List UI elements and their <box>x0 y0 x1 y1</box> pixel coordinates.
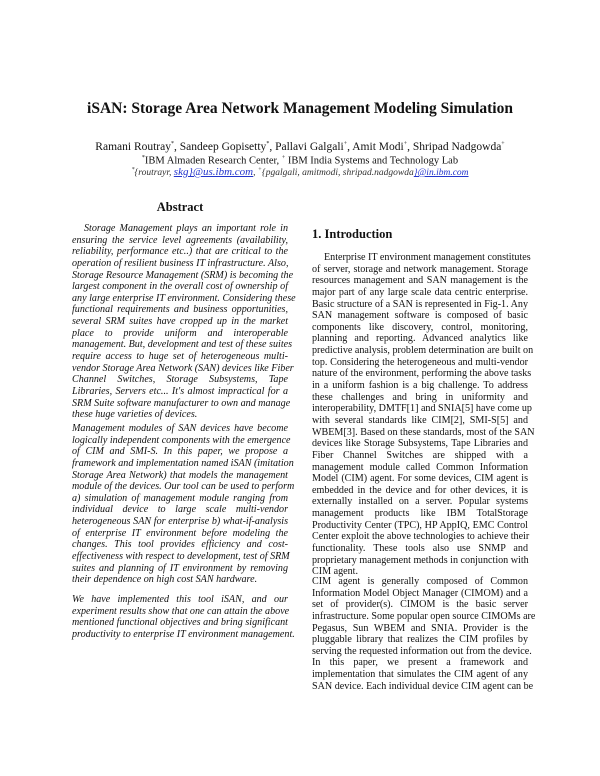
affiliation: IBM India Systems and Technology Lab <box>287 155 459 167</box>
text-line: in a uniform fashion is a big challenge. To address <box>312 380 528 392</box>
author: Amit Modi <box>352 141 404 153</box>
author-emails: *{routrayr, skg}@us.ibm.com, +{pgalgali, amitmodi, shripad.nadgowda}@in.ibm.com <box>131 166 469 178</box>
text-line: Libraries, Servers etc... It's almost impractical for a <box>72 385 288 397</box>
paper-title: iSAN: Storage Area Network Management Modeling Simulation <box>87 100 513 117</box>
text-line: Pegasus, Sun WBEM and SNIA. Provider is the <box>312 622 528 634</box>
text-line: individual device to large scale multi-vendor <box>72 504 288 516</box>
text-line: Enterprise IT environment management constitutes <box>324 252 531 263</box>
text-line: module of the devices. Our tool can be used to perform <box>72 481 295 493</box>
abstract-paragraph <box>72 423 295 586</box>
text-line: of enterprise IT environment before modeling the <box>72 527 288 539</box>
email-link-in[interactable]: }@in.ibm.com <box>413 168 469 178</box>
introduction-paragraph <box>312 576 536 692</box>
text-line: place to provide uniform and interoperable <box>72 327 288 339</box>
text-line: SAN management software is composed of basic <box>312 310 528 322</box>
affiliation: IBM Almaden Research Center, <box>144 155 280 167</box>
email-separator: , <box>253 168 256 178</box>
email-prefix: {pgalgali, amitmodi, shripad.nadgowda <box>261 168 414 178</box>
text-line: Model (CIM) agent. For some devices, CIM agent is <box>312 473 528 485</box>
introduction-paragraph <box>312 252 535 578</box>
text-line: Center exploit the above technologies to achieve their <box>312 531 530 543</box>
text-line: operation of resilient business IT infrastructure. Also, <box>72 257 289 269</box>
text-line: top. Considering the heterogeneous and multi-vendor <box>312 356 528 368</box>
text-line: embedded in the device and for other devices, it is <box>312 484 528 496</box>
text-line: proprietary management methods in conjunction with <box>312 554 529 566</box>
text-line: experiment results show that one can attain the above <box>72 605 290 617</box>
text-line: CIM agent. <box>312 566 358 578</box>
text-line: nature of the environment, performing the above tasks <box>312 368 532 380</box>
text-line: resources management and SAN management is the <box>312 275 528 287</box>
text-line: logically independent components with the emergence <box>72 434 291 446</box>
text-line: functionality. These tools also use SNMP and <box>312 543 528 555</box>
text-line: interoperability, DMTF[1] and SNIA[5] have come up <box>312 403 532 415</box>
text-line: management module called Common Information <box>312 461 528 473</box>
text-line: ensuring the service level agreements (availability, <box>72 234 288 246</box>
email-link-us[interactable]: skg}@us.ibm.com <box>173 166 254 178</box>
author: Sandeep Gopisetty <box>179 141 267 153</box>
text-line: their dependence on high cost SAN hardware. <box>72 574 258 586</box>
text-line: changes. This tool provides efficiency and cost- <box>72 539 288 551</box>
text-line: Channel Switches, Storage Subsystems, Tape <box>72 374 288 386</box>
text-line: Storage Resource Management (SRM) is becoming the <box>72 269 294 281</box>
author: Shripad Nadgowda <box>412 141 502 153</box>
text-line: Storage Management plays an important role in <box>84 223 288 234</box>
text-line: require access to huge set of heterogeneous multi- <box>72 351 288 363</box>
text-line: with several standards like CIM[2], SMI-S[5] and <box>312 414 528 426</box>
text-line: management products like IBM TotalStorage <box>312 508 528 520</box>
text-line: predictive analysis, problem determination are built on <box>312 345 534 357</box>
text-line: a) simulation of management module ranging from <box>72 492 288 504</box>
text-line: Management modules of SAN devices have become <box>72 423 288 434</box>
text-line: these challenges and bring in uniformity and <box>312 391 528 403</box>
email-prefix: {routrayr, <box>134 168 172 178</box>
text-line: WBEM[3]. Based on these standards, most of the SAN <box>312 426 535 438</box>
text-line: SAN device. Each individual device CIM agent can be <box>312 680 534 692</box>
text-line: set of provider(s). CIMOM is the basic server <box>312 599 528 611</box>
author: Pallavi Galgali <box>275 141 344 153</box>
text-line: several SRM suites have cropped up in the market <box>72 316 288 328</box>
text-line: any large enterprise IT environment. Considering these <box>72 292 296 304</box>
text-line: suites and planning of IT environment by removing <box>72 562 288 574</box>
text-line: SRM Suite software manufacturer to own and manage <box>72 397 291 409</box>
text-line: pluggable library that realizes the CIM profiles by <box>312 634 528 646</box>
text-line: serving the requested information out from the device. <box>312 645 532 657</box>
introduction-heading: 1. Introduction <box>312 227 393 241</box>
text-line: externally installed on a server. Popular systems <box>312 496 528 508</box>
author: Ramani Routray <box>95 141 171 153</box>
text-line: implementation that simulates the CIM agent of any <box>312 669 528 681</box>
text-line: productivity to enterprise IT environment management. <box>72 628 295 640</box>
author-list: Ramani Routray*, Sandeep Gopisetty*, Pallavi Galgali+, Amit Modi+, Shripad Nadgowda+ <box>95 141 505 153</box>
abstract-paragraph <box>72 594 295 641</box>
text-line: infrastructure. Some popular open source CIMOMs are <box>312 610 536 622</box>
text-line: In this paper, we present a framework and <box>312 657 528 669</box>
text-line: effectiveness with respect to development, test of SRM <box>72 551 290 563</box>
text-line: framework and implementation named iSAN (imitation <box>72 457 294 469</box>
text-line: Productivity Center (TPC), HP AppIQ, EMC Control <box>312 519 528 531</box>
text-line: heterogeneous SAN for enterprise b) what-if-analysis <box>72 516 288 528</box>
affiliations: *IBM Almaden Research Center, + IBM India Systems and Technology Lab <box>141 155 459 167</box>
abstract-heading: Abstract <box>156 200 204 214</box>
text-line: Basic structure of a SAN is represented in Fig-1. Any <box>312 298 528 310</box>
text-line: these huge varieties of devices. <box>72 409 198 421</box>
text-line: functional requirements and business opportunities, <box>72 304 288 316</box>
text-line: Fiber Channel Switches are shipped with a <box>312 449 528 461</box>
text-line: major part of any large scale data centric enterprise. <box>312 286 528 298</box>
text-line: planning and reporting. Advanced analytics like <box>312 333 528 345</box>
text-line: largest component in the overall cost of ownership of <box>72 281 288 293</box>
text-line: mentioned functional objectives and bring significant <box>72 617 288 629</box>
text-line: CIM agent is generally composed of Common <box>312 576 528 587</box>
abstract-paragraph <box>72 223 296 421</box>
text-line: Storage Area Network) that models the management <box>72 469 288 481</box>
text-line: of server, storage and network management. Storage <box>312 263 528 275</box>
text-line: components like discovery, control, monitoring, <box>312 321 528 333</box>
text-line: reliability, performance etc..) that are critical to the <box>72 246 288 258</box>
text-line: of CIM and SMI-S. In this paper, we propose a <box>72 446 288 458</box>
text-line: We have implemented this tool iSAN, and our <box>72 594 288 605</box>
text-line: management. But, development and test of these suites <box>72 339 293 351</box>
text-line: devices like Storage Subsystems, Tape Libraries and <box>312 438 528 450</box>
text-line: Information Model Object Manager (CIMOM) and a <box>312 587 528 599</box>
text-line: vendor Storage Area Network (SAN) devices like Fiber <box>72 362 294 374</box>
